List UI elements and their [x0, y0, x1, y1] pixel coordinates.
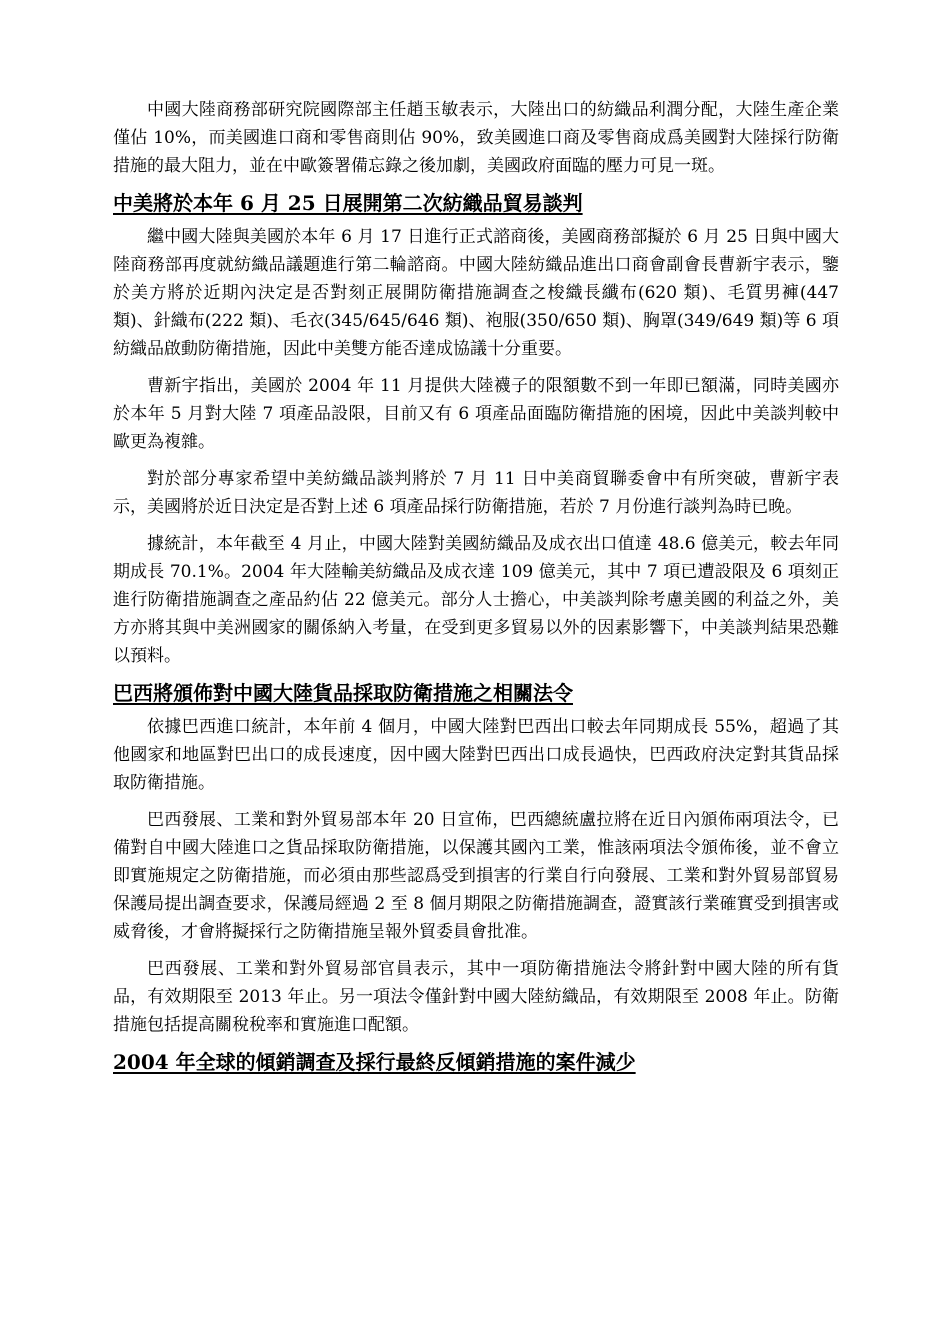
document-page — [113, 96, 839, 1082]
paragraph: 據統計，本年截至 4 月止，中國大陸對美國紡織品及成衣出口值達 48.6 億美元，較去年同期成長 70.1%。2004 年大陸輸美紡織品及成衣達 109 億美元，其中 7 項已遭設限及 6 項刻正進行防衛措施調查之產品約佔 22 億美元。部分人士擔心，中美談判除考慮美國的利益之外，美方亦將其與中美洲國家的關係納入考量，在受到更多貿易以外的因素影響下，中美談判結果恐難以預料。 — [113, 534, 839, 666]
paragraph: 繼中國大陸與美國於本年 6 月 17 日進行正式諮商後，美國商務部擬於 6 月 25 日與中國大陸商務部再度就紡織品議題進行第二輪諮商。中國大陸紡織品進出口商會副會長曹新宇表示，鑒於美方將於近期內決定是否對刻正展開防衛措施調查之梭織長纖布(620 類)、毛質男褲(447 類)、針織布(222 類)、毛衣(345/645/646 類)、袍服(350/650 類)、胸罩(349/649 類)等 6 項紡織品啟動防衛措施，因此中美雙方能否達成協議十分重要。 — [113, 227, 839, 359]
paragraph: 曹新宇指出，美國於 2004 年 11 月提供大陸襪子的限額數不到一年即已額滿，同時美國亦於本年 5 月對大陸 7 項產品設限，目前又有 6 項產品面臨防衛措施的困境，因此中美談判較中歐更為複雜。 — [113, 376, 839, 452]
paragraph: 對於部分專家希望中美紡織品談判將於 7 月 11 日中美商貿聯委會中有所突破，曹新宇表示，美國將於近日決定是否對上述 6 項產品採行防衛措施，若於 7 月份進行談判為時已晚。 — [113, 469, 839, 517]
paragraph: 巴西發展、工業和對外貿易部本年 20 日宣佈，巴西總統盧拉將在近日內頒佈兩項法令，已備對自中國大陸進口之貨品採取防衛措施，以保護其國內工業，惟該兩項法令頒佈後，並不會立即實施規定之防衛措施，而必須由那些認爲受到損害的行業自行向發展、工業和對外貿易部貿易保護局提出調查要求，保護局經過 2 至 8 個月期限之防衛措施調查，證實該行業確實受到損害或威脅後，才會將擬採行之防衛措施呈報外貿委員會批准。 — [113, 810, 839, 942]
section-heading: 中美將於本年 6 月 25 日展開第二次紡織品貿易談判 — [113, 191, 583, 215]
paragraph: 巴西發展、工業和對外貿易部官員表示，其中一項防衛措施法令將針對中國大陸的所有貨品，有效期限至 2013 年止。另一項法令僅針對中國大陸紡織品，有效期限至 2008 年止。防衛措施包括提高關稅稅率和實施進口配額。 — [113, 959, 839, 1035]
section-heading: 2004 年全球的傾銷調查及採行最終反傾銷措施的案件減少 — [113, 1050, 636, 1074]
paragraph: 中國大陸商務部研究院國際部主任趙玉敏表示，大陸出口的紡織品利潤分配，大陸生產企業僅佔 10%，而美國進口商和零售商則佔 90%，致美國進口商及零售商成爲美國對大陸採行防衛措施的最大阻力，並在中歐簽署備忘錄之後加劇，美國政府面臨的壓力可見一斑。 — [113, 100, 839, 176]
section-heading: 巴西將頒佈對中國大陸貨品採取防衛措施之相關法令 — [113, 681, 573, 705]
paragraph: 依據巴西進口統計，本年前 4 個月，中國大陸對巴西出口較去年同期成長 55%，超過了其他國家和地區對巴出口的成長速度，因中國大陸對巴西出口成長過快，巴西政府決定對其貨品採取防衛措施。 — [113, 717, 839, 793]
